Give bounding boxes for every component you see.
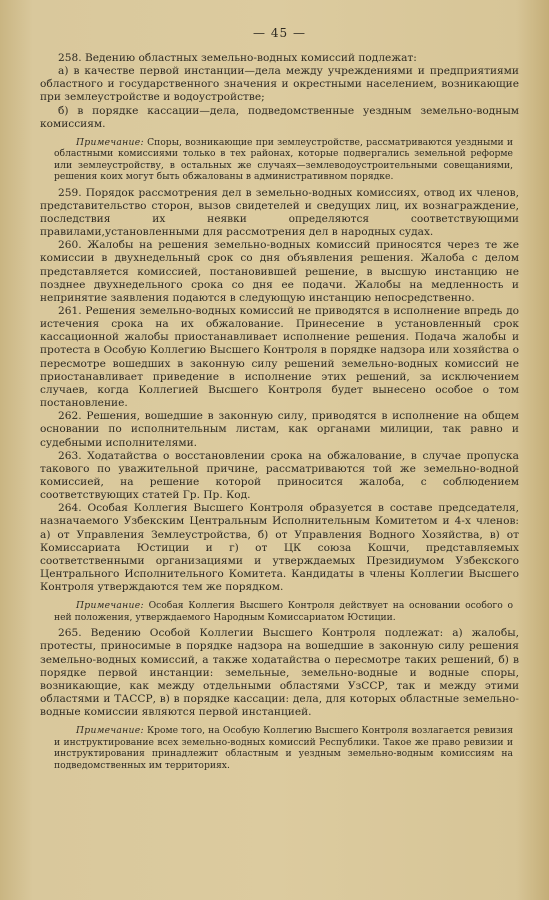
note-text: Кроме того, на Особую Коллегию Высшего Контроля возлагается ревизия и инструктирование всех земельно-водных комиссий Республики. Такое же право ревизии и инструктирования принадлежит областным и уездным земельно-водным комиссиям на подведомственных им территориях. (54, 725, 513, 771)
page-content (40, 52, 519, 771)
paragraph-264: 264. Особая Коллегия Высшего Контроля образуется в составе председателя, назначаемого Узбекским Центральным Исполнительным Комитетом и 4-х членов: а) от Управления Землеустройства, б) от Управления Водного Хозяйства, в) от Комиссариата Юстиции и г) от ЦК союза Кошчи, представляемых соответственными организациями и утверждаемых Президиумом Узбекского Центрального Исполнительного Комитета. Кандидаты в члены Коллегии Высшего Контроля утверждаются тем же порядком. (40, 502, 519, 594)
note-265 (54, 725, 513, 771)
paragraph-262: 262. Решения, вошедшие в законную силу, приводятся в исполнение на общем основании по исполнительным листам, как органами милиции, так равно и судебными исполнителями. (40, 410, 519, 449)
note-264 (54, 600, 513, 623)
paragraph-258-a: а) в качестве первой инстанции—дела между учреждениями и предприятиями областного и государственного значения и окрестными населением, возникающие при землеустройстве и водоустройстве; (40, 65, 519, 104)
page-number: — 45 — (253, 26, 306, 40)
note-text: Споры, возникающие при землеустройстве, рассматриваются уездными и областными комиссиями только в тех районах, которые подвергались земельной реформе или землеустройству, в остальных же случаях—землеводоустроительными совещаниями, решения коих могут быть обжалованы в административном порядке. (54, 136, 514, 183)
paragraph-263: 263. Ходатайства о восстановлении срока на обжалование, в случае пропуска такового по уважительной причине, рассматриваются той же земельно-водной комиссией, на решение которой приносится жалоба, с соблюдением соответствующих статей Гр. Пр. Код. (40, 449, 519, 502)
note-258 (54, 137, 513, 183)
paragraph-259: 259. Порядок рассмотрения дел в земельно-водных комиссиях, отвод их членов, представительство сторон, вызов свидетелей и сведущих лиц, их вознаграждение, последствия их неявки определяются соответствующими правилами,установленными для рассмотрения дел в народных судах. (40, 186, 519, 239)
note-text: Особая Коллегия Высшего Контроля действует на основании особого о ней положения, утверждаемого Народным Комиссариатом Юстиции. (54, 600, 513, 623)
note-label: Примечание: (76, 136, 144, 148)
paragraph-260: 260. Жалобы на решения земельно-водных комиссий приносятся через те же комиссии в двухнедельный срок со дня объявления решения. Жалоба с делом представляется комиссией, постановившей решение, в высшую инстанцию не позднее двухнедельного срока со дня ее подачи. Жалобы на медленность и непринятие заявления подаются в следующую инстанцию непосредственно. (40, 239, 519, 304)
note-label: Примечание: (76, 725, 144, 737)
paragraph-258: 258. Ведению областных земельно-водных комиссий подлежат: (58, 52, 417, 64)
paragraph-258-b: б) в порядке кассации—дела, подведомственные уездным земельно-водным комиссиям. (40, 104, 519, 130)
paragraph-261: 261. Решения земельно-водных комиссий не приводятся в исполнение впредь до истечения срока на их обжалование. Принесение в установленный срок кассационной жалобы приостанавливает исполнение решения. Подача жалобы и протеста в Особую Коллегию Высшего Контроля в порядке надзора или хозяйства о пересмотре вошедших в законную силу решений земельно-водных комиссий не приостанавливает приведение в исполнение этих решений, за исключением случаев, когда Коллегией Высшего Контроля будет вынесено особое о том постановление. (40, 304, 519, 410)
paragraph-265: 265. Ведению Особой Коллегии Высшего Контроля подлежат: а) жалобы, протесты, приносимые в порядке надзора на вошедшие в законную силу решения земельно-водных комиссий, а также ходатайства о пересмотре таких решений, б) в порядке первой инстанции: земельные, земельно-водные и водные споры, возникающие, как между отдельными областями УзССР, так и между этими областями и ТАССР, в) в порядке кассации: дела, для которых областные земельно-водные комиссии являются первой инстанцией. (40, 627, 519, 719)
note-label: Примечание: (76, 600, 144, 612)
